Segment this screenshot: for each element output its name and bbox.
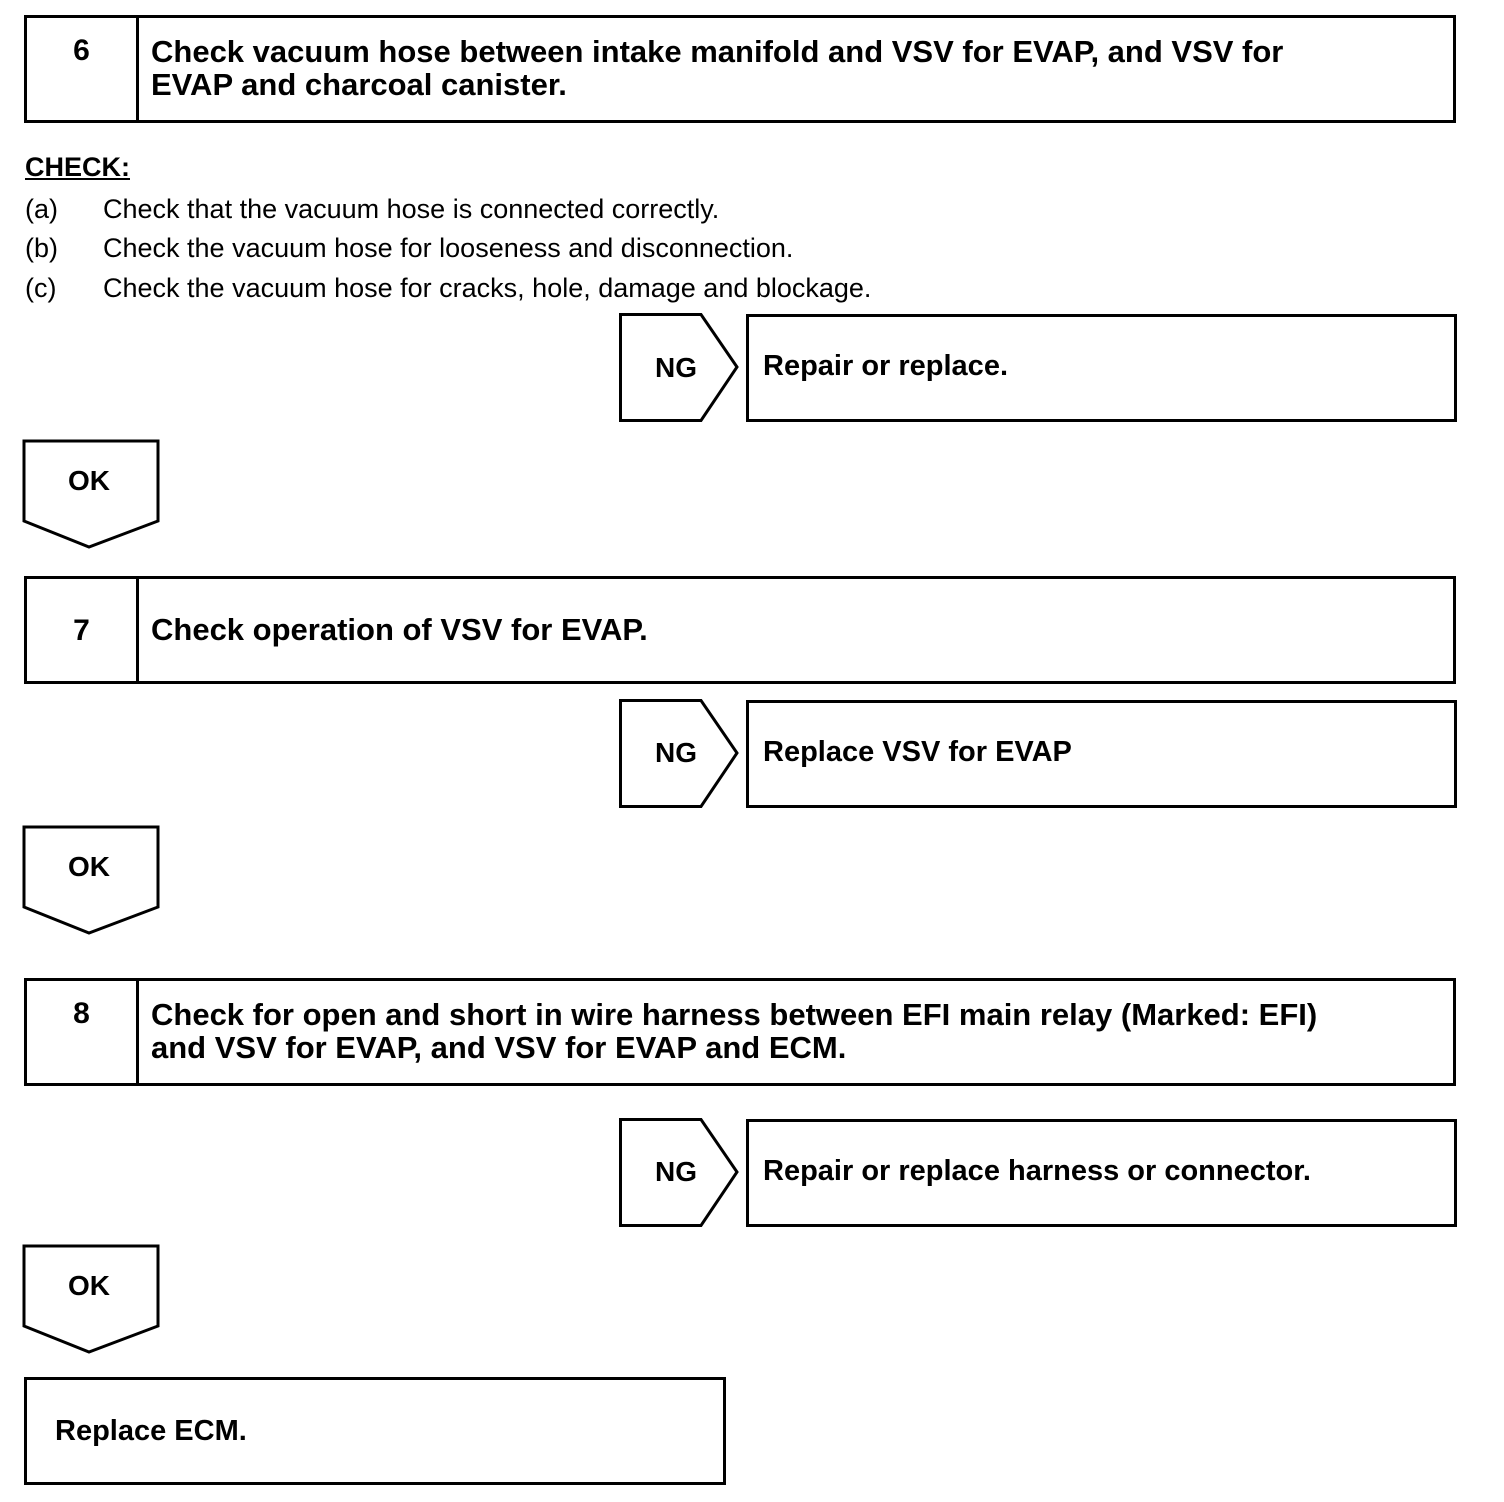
- ng-label-3: NG: [655, 1156, 697, 1187]
- step-8-box: [24, 978, 1456, 1086]
- step-8-title-line1: Check for open and short in wire harness between EFI main relay (Marked: EFI): [151, 997, 1318, 1032]
- step-7-title: Check operation of VSV for EVAP.: [151, 612, 648, 647]
- step-8-title-line2: and VSV for EVAP, and VSV for EVAP and ECM.: [151, 1030, 847, 1065]
- step-7-number: 7: [27, 579, 139, 681]
- ng-action-text-3: Repair or replace harness or connector.: [763, 1155, 1311, 1187]
- step-6-title-line1: Check vacuum hose between intake manifold and VSV for EVAP, and VSV for: [151, 34, 1284, 69]
- check-item-letter: (c): [25, 273, 57, 303]
- ng-action-text-2: Replace VSV for EVAP: [763, 736, 1072, 768]
- ok-label-2: OK: [68, 851, 110, 882]
- step-8-title: [139, 981, 1453, 1083]
- check-item-letter: (b): [25, 233, 58, 263]
- step-6-title-line2: EVAP and charcoal canister.: [151, 67, 567, 102]
- check-item-b: [25, 233, 793, 264]
- final-action-text: Replace ECM.: [55, 1415, 247, 1447]
- ng-label-1: NG: [655, 352, 697, 383]
- ng-action-box-3: [746, 1119, 1457, 1227]
- check-item-text: Check the vacuum hose for cracks, hole, damage and blockage.: [103, 273, 872, 303]
- step-6-title: [139, 18, 1453, 120]
- step-6-number: 6: [27, 18, 139, 120]
- ng-action-box-2: [746, 700, 1457, 808]
- step-7-box: [24, 576, 1456, 684]
- step-6-box: [24, 15, 1456, 123]
- ng-action-box-1: [746, 314, 1457, 422]
- ok-label-3: OK: [68, 1270, 110, 1301]
- check-item-c: [25, 273, 871, 304]
- check-item-text: Check the vacuum hose for looseness and disconnection.: [103, 233, 794, 263]
- ng-label-2: NG: [655, 737, 697, 768]
- check-heading: CHECK:: [25, 152, 130, 182]
- check-item-a: [25, 194, 719, 225]
- final-action-box: [24, 1377, 726, 1485]
- ok-label-1: OK: [68, 465, 110, 496]
- ng-action-text-1: Repair or replace.: [763, 350, 1008, 382]
- check-item-letter: (a): [25, 194, 58, 224]
- step-8-number: 8: [27, 981, 139, 1083]
- check-item-text: Check that the vacuum hose is connected correctly.: [103, 194, 720, 224]
